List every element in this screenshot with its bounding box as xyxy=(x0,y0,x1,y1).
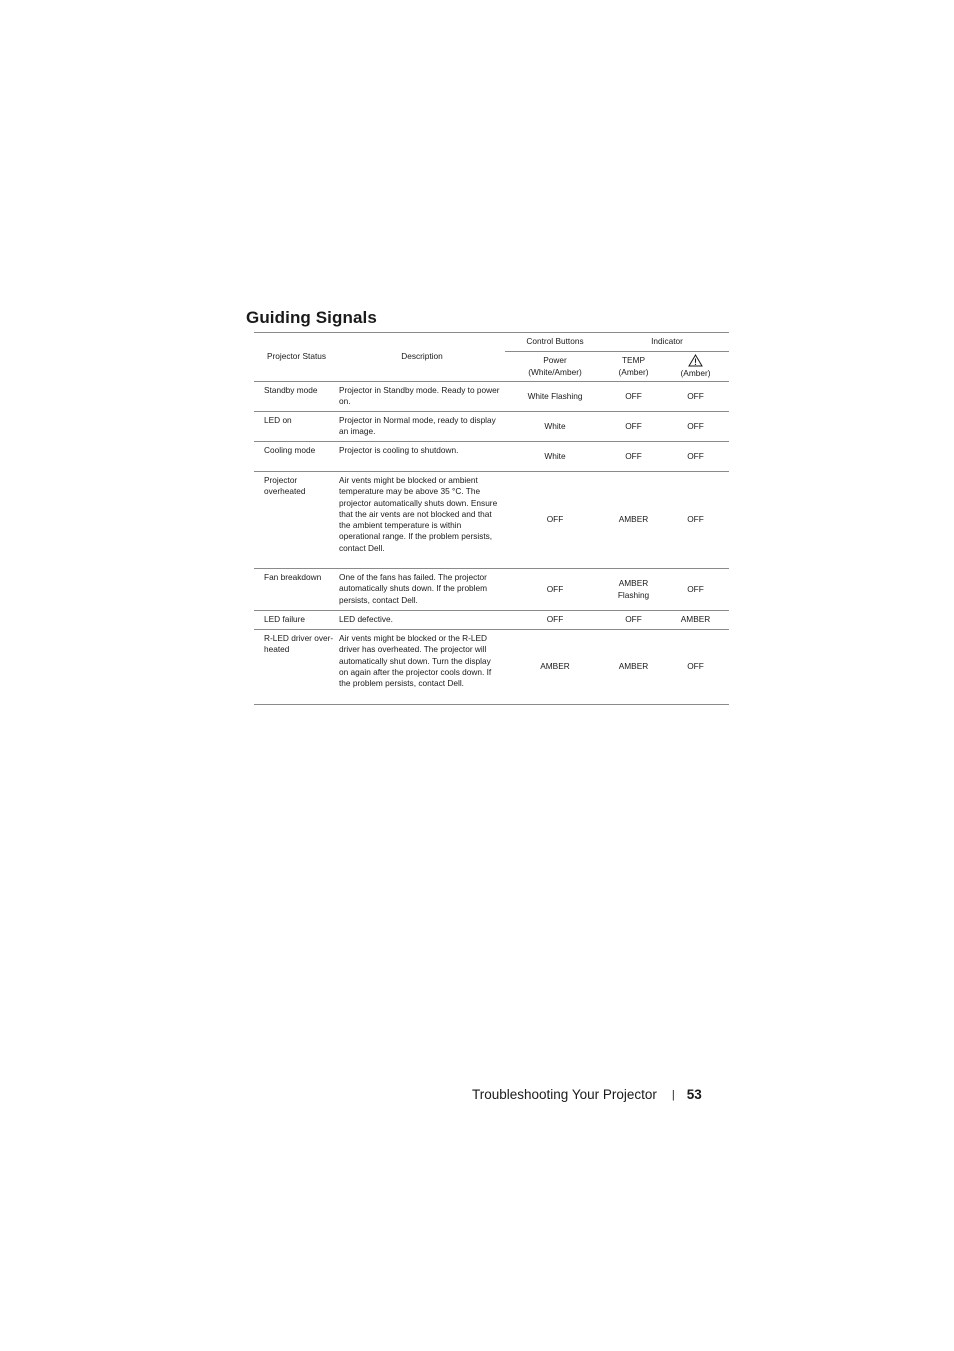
status-cell: LED on xyxy=(254,412,339,442)
page-number: 53 xyxy=(686,1087,702,1102)
status-cell: Cooling mode xyxy=(254,442,339,472)
temp-cell: OFF xyxy=(605,382,662,412)
warning-cell: OFF xyxy=(662,569,729,611)
description-cell: Projector in Normal mode, ready to display an image. xyxy=(339,412,505,442)
header-warning xyxy=(662,352,729,382)
warning-cell: OFF xyxy=(662,472,729,569)
description-cell: One of the fans has failed. The projector automatically shuts down. If the problem persists, contact Dell. xyxy=(339,569,505,611)
table-row xyxy=(254,442,729,472)
footer-chapter-title: Troubleshooting Your Projector xyxy=(472,1087,657,1102)
description-cell: Air vents might be blocked or the R-LED driver has overheated. The projector will automatically shut down. Turn the display on again after the projector cools down. If the problem persists, contact Dell. xyxy=(339,630,505,705)
power-cell: OFF xyxy=(505,611,605,630)
status-cell: LED failure xyxy=(254,611,339,630)
footer-separator: | xyxy=(671,1088,675,1101)
power-cell: White xyxy=(505,412,605,442)
description-cell: LED defective. xyxy=(339,611,505,630)
header-warning-label: (Amber) xyxy=(680,367,711,378)
table-row xyxy=(254,382,729,412)
table-row xyxy=(254,569,729,611)
page-footer xyxy=(472,1087,724,1102)
warning-cell: OFF xyxy=(662,412,729,442)
temp-cell: OFF xyxy=(605,442,662,472)
table-row xyxy=(254,412,729,442)
header-description: Description xyxy=(339,333,505,382)
header-projector-status: Projector Status xyxy=(254,333,339,382)
warning-triangle-icon xyxy=(688,354,703,367)
table-row xyxy=(254,472,729,569)
header-control-buttons: Control Buttons xyxy=(505,333,605,352)
temp-cell: OFF xyxy=(605,412,662,442)
power-cell: OFF xyxy=(505,569,605,611)
status-cell: Standby mode xyxy=(254,382,339,412)
temp-cell: AMBER Flashing xyxy=(605,569,662,611)
description-cell: Air vents might be blocked or ambient temperature may be above 35 °C. The projector automatically shuts down. Ensure that the air vents are not blocked and that the ambient temperature is within operational range. If the problem persists, contact Dell. xyxy=(339,472,505,569)
header-indicator: Indicator xyxy=(605,333,729,352)
header-temp: TEMP (Amber) xyxy=(605,352,662,382)
temp-cell: AMBER xyxy=(605,472,662,569)
warning-cell: OFF xyxy=(662,382,729,412)
table-row xyxy=(254,611,729,630)
guiding-signals-table xyxy=(254,332,729,705)
status-cell: R-LED driver over-heated xyxy=(254,630,339,705)
power-cell: White Flashing xyxy=(505,382,605,412)
status-cell: Projector overheated xyxy=(254,472,339,569)
description-cell: Projector is cooling to shutdown. xyxy=(339,442,505,472)
warning-cell: OFF xyxy=(662,442,729,472)
temp-cell: OFF xyxy=(605,611,662,630)
temp-cell: AMBER xyxy=(605,630,662,705)
power-cell: White xyxy=(505,442,605,472)
section-title: Guiding Signals xyxy=(246,308,377,327)
warning-cell: AMBER xyxy=(662,611,729,630)
power-cell: OFF xyxy=(505,472,605,569)
status-cell: Fan breakdown xyxy=(254,569,339,611)
header-power: Power (White/Amber) xyxy=(505,352,605,382)
power-cell: AMBER xyxy=(505,630,605,705)
warning-cell: OFF xyxy=(662,630,729,705)
table-row xyxy=(254,630,729,705)
description-cell: Projector in Standby mode. Ready to power on. xyxy=(339,382,505,412)
